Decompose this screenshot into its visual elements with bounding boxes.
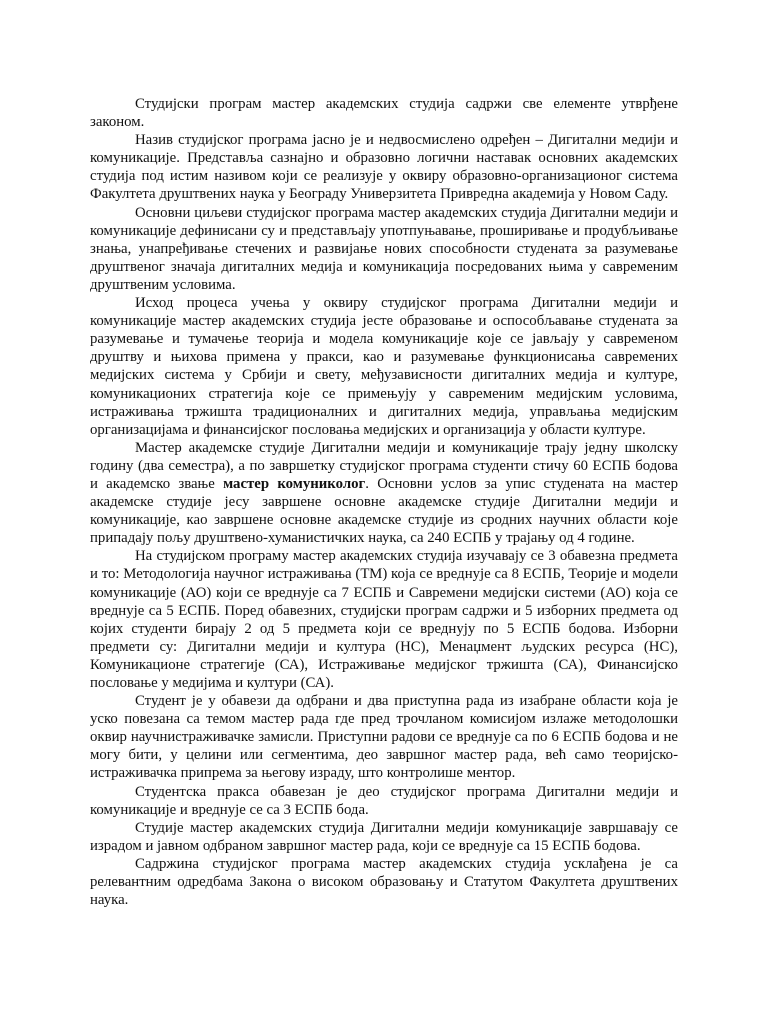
paragraph-8: Студентска пракса обавезан је део студијског програма Дигитални медији и комуникације и вреднује се са 3 ЕСПБ бода.: [90, 783, 678, 818]
paragraph-9: Студије мастер академских студија Дигитални медији комуникације завршавају се израдом и јавном одбраном завршног мастер рада, који се вреднује са 15 ЕСПБ бодова.: [90, 819, 678, 854]
paragraph-5-text-before: Мастер академске студије Дигитални медији и комуникације трају једну школску годину (два семестра), а по завршетку студијског програма студенти стичу 60 ЕСПБ бодова и академско звање: [90, 439, 678, 492]
degree-title: мастер комуниколог: [223, 475, 366, 492]
paragraph-6: На студијском програму мастер академских студија изучавају се 3 обавезна предмета и то: Методологија научног истраживања (ТМ) која се вреднује са 8 ЕСПБ, Теорије и модели комуникације (АО) који се вреднује са 7 ЕСПБ и Савремени медијски системи (АО) која се вреднује са 5 ЕСПБ. Поред обавезних, студијски програм садржи и 5 изборних предмета од којих студенти бирају 2 од 5 предмета који се вреднују по 5 ЕСПБ бодова. Изборни предмети су: Дигитални медији и култура (НС), Менаџмент људских ресурса (НС), Комуникационе стратегије (СА), Истраживање медијског тржишта (СА), Финансијско пословање у медијима и култури (СА).: [90, 548, 678, 691]
paragraph-7: Студент је у обавези да одбрани и два приступна рада из изабране области која је уско повезана са темом мастер рада где пред трочланом комисијом излаже методолошки оквир научнистраживачке замисли. Приступни радови се вреднује са по 6 ЕСПБ бодова и не могу бити, у целини или сегментима, део завршног мастер рада, већ само теоријско-истраживачка припрема за његову израду, што контролише ментор.: [90, 693, 678, 782]
paragraph-2: Назив студијског програма јасно је и недвосмислено одређен – Дигитални медији и комуникације. Представља сазнајно и образовно логични наставак основних академских студија под истим називом који се реализује у оквиру образовно-организационог система Факултета друштвених наука у Београду Универзитета Привредна академија у Новом Саду.: [90, 132, 678, 203]
paragraph-1: Студијски програм мастер академских студија садржи све елементе утврђене законом.: [90, 96, 678, 131]
paragraph-5-text-after: . Основни услов за упис студената на мастер академске студије јесу завршене основне академске студије Дигитални медији и комуникације, као завршене основне академске студије из сродних научних области које припадају пољу друштвено-хуманистичких наука, са 240 ЕСПБ у трајању од 4 године.: [90, 475, 679, 547]
paragraph-10: Садржина студијског програма мастер академских студија усклађена је са релевантним одредбама Закона о високом образовању и Статутом Факултета друштвених наука.: [90, 855, 678, 909]
paragraph-4: Исход процеса учења у оквиру студијског програма Дигитални медији и комуникације мастер академских студија јесте образовање и оспособљавање студената за разумевање и тумачење теорија и модела комуникације које се јављају у савременом друштву и њихова примена у пракси, као и разумевање функционисања савремених медијских система у Србији и свету, међузависности дигиталних медија и културе, комуникационих стратегија које се примењују у савременим медијским условима, истраживања тржишта традиционалних и дигиталних медија, управљања медијским организацијама и финансијског пословања медијских и организација у области културе.: [90, 295, 678, 438]
paragraph-3: Основни циљеви студијског програма мастер академских студија Дигитални медији и комуникације дефинисани су и представљају употпуњавање, проширивање и продубљивање знања, унапређивање стечених и развијање нових способности студената за разумевање друштвеног значаја дигиталних медија и комуникација посредованих њима у савременим друштвеним условима.: [90, 204, 678, 293]
document-page: [90, 95, 678, 909]
paragraph-5: [90, 439, 678, 548]
